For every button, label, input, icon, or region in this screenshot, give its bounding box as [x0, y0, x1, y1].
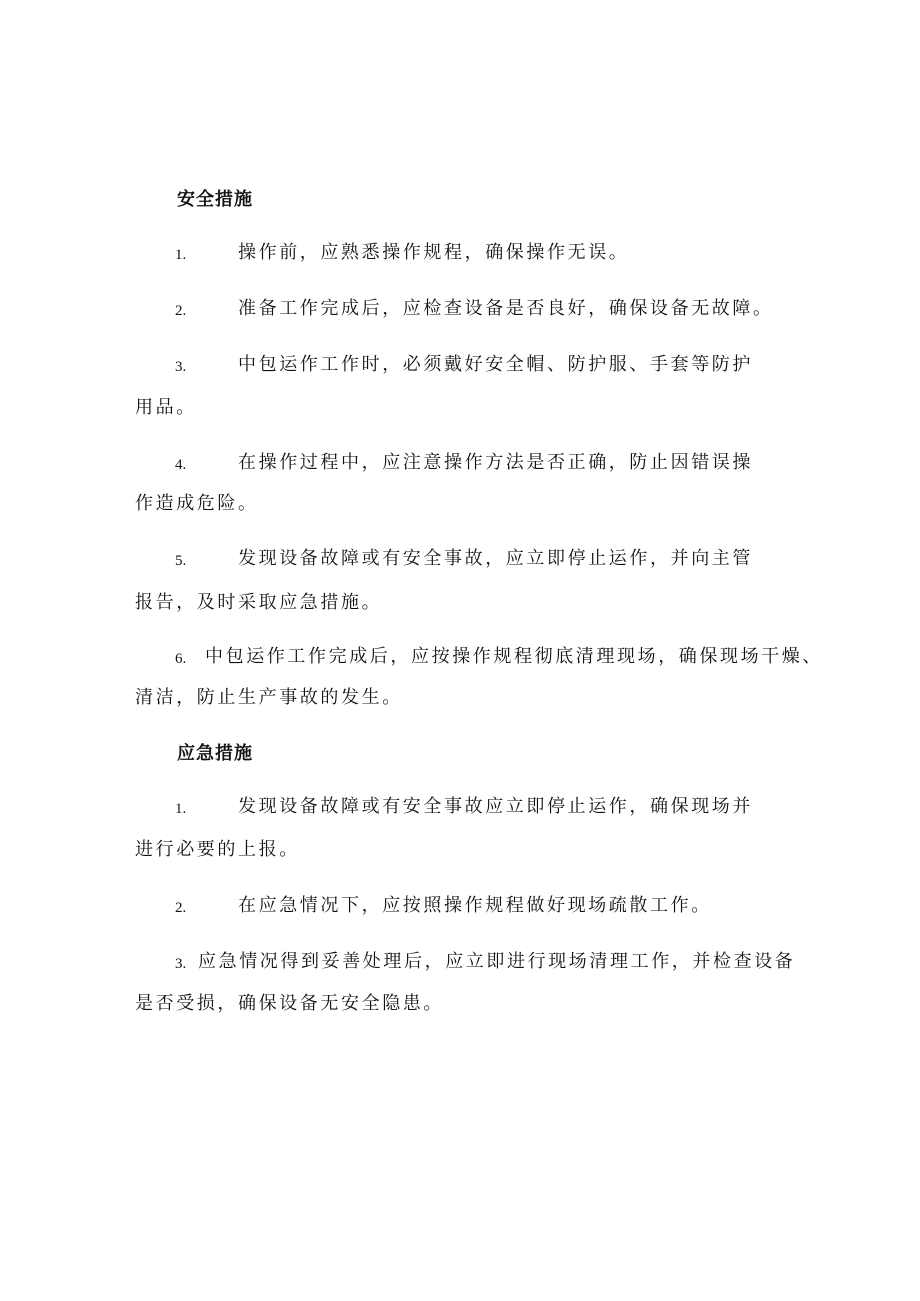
item-text-continued: 进行必要的上报。 [135, 839, 300, 860]
item-number: 1. [175, 801, 187, 817]
item-text: 发现设备故障或有安全事故，应立即停止运作，并向主管 [238, 548, 753, 569]
item-number: 2. [175, 303, 187, 319]
item-text: 应急情况得到妥善处理后，应立即进行现场清理工作，并检查设备 [198, 951, 796, 972]
item-text: 在应急情况下，应按照操作规程做好现场疏散工作。 [238, 895, 712, 916]
item-number: 2. [175, 900, 187, 916]
item-text: 中包运作工作时，必须戴好安全帽、防护服、手套等防护 [238, 354, 753, 375]
item-number: 3. [175, 956, 187, 972]
item-text-continued: 作造成危险。 [135, 493, 259, 514]
item-text: 在操作过程中，应注意操作方法是否正确，防止因错误操 [238, 452, 753, 473]
item-text-continued: 用品。 [135, 397, 197, 418]
item-text: 发现设备故障或有安全事故应立即停止运作，确保现场并 [238, 796, 753, 817]
item-text: 准备工作完成后，应检查设备是否良好，确保设备无故障。 [238, 298, 774, 319]
item-number: 5. [175, 553, 187, 569]
section-title-emergency: 应急措施 [177, 743, 253, 764]
item-number: 1. [175, 247, 187, 263]
item-text: 操作前，应熟悉操作规程，确保操作无误。 [238, 242, 630, 263]
section-title-safety: 安全措施 [177, 189, 253, 210]
item-text-continued: 报告，及时采取应急措施。 [135, 592, 383, 613]
item-text: 中包运作工作完成后，应按操作规程彻底清理现场，确保现场干燥、 [205, 646, 823, 667]
item-number: 6. [175, 651, 187, 667]
item-text-continued: 是否受损，确保设备无安全隐患。 [135, 993, 444, 1014]
item-number: 4. [175, 457, 187, 473]
item-text-continued: 清洁，防止生产事故的发生。 [135, 687, 403, 708]
item-number: 3. [175, 359, 187, 375]
